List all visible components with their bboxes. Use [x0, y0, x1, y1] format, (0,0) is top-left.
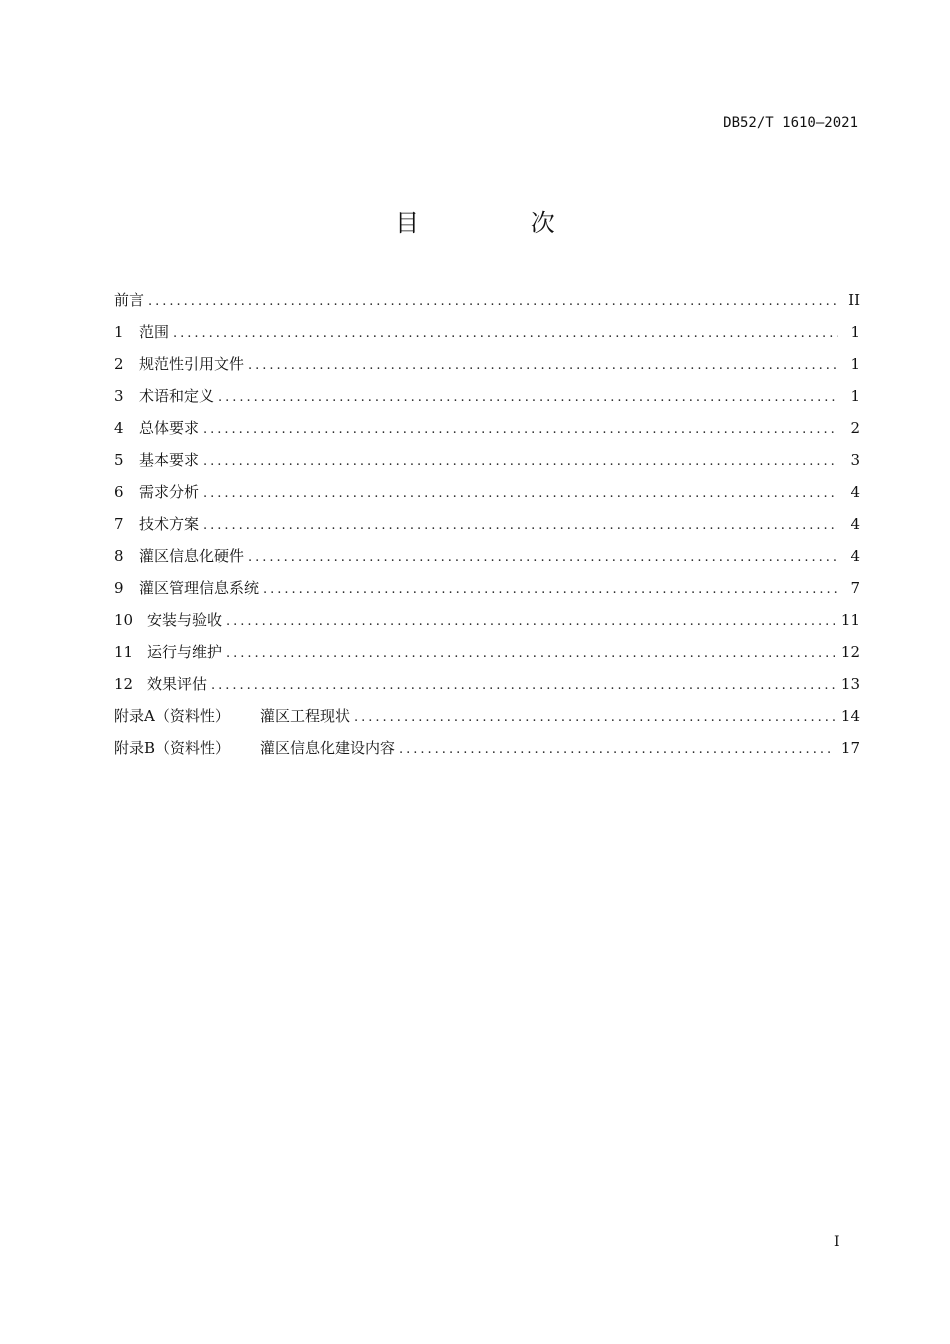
- toc-entry[interactable]: [114, 412, 860, 444]
- toc-entry-page: 12: [840, 643, 860, 661]
- toc-entry-title: 附录A（资料性） 灌区工程现状: [114, 707, 351, 725]
- toc-entry-page: 17: [840, 739, 860, 757]
- toc-entry-page: 4: [850, 515, 860, 533]
- toc-entry-title: 10 安装与验收: [114, 611, 223, 629]
- toc-leader-dots: [211, 670, 835, 700]
- toc-entry[interactable]: [114, 348, 860, 380]
- toc-entry-page: 14: [840, 707, 860, 725]
- toc-entry-appendix[interactable]: [114, 700, 860, 732]
- toc-entry-title: 8 灌区信息化硬件: [114, 547, 245, 565]
- page-number: I: [834, 1234, 840, 1250]
- toc-entry[interactable]: [114, 284, 860, 316]
- toc-entry[interactable]: [114, 476, 860, 508]
- toc-entry-title: 7 技术方案: [114, 515, 200, 533]
- toc-leader-dots: [354, 702, 835, 732]
- toc-entry-title: 11 运行与维护: [114, 643, 223, 661]
- toc-entry[interactable]: [114, 668, 860, 700]
- toc-leader-dots: [263, 574, 838, 604]
- toc-entry[interactable]: [114, 444, 860, 476]
- toc-entry-page: 7: [850, 579, 860, 597]
- toc-leader-dots: [203, 446, 838, 476]
- toc-entry[interactable]: [114, 540, 860, 572]
- toc-leader-dots: [203, 478, 838, 508]
- toc-entry-page: II: [848, 291, 860, 309]
- toc-entry-page: 1: [850, 323, 860, 341]
- toc-leader-dots: [203, 414, 838, 444]
- toc-entry-title: 前言: [114, 291, 145, 309]
- toc-entry-title: 6 需求分析: [114, 483, 200, 501]
- toc-leader-dots: [226, 638, 835, 668]
- toc-entry-title: 附录B（资料性） 灌区信息化建设内容: [114, 739, 396, 757]
- toc-leader-dots: [218, 382, 838, 412]
- toc-entry-title: 5 基本要求: [114, 451, 200, 469]
- toc-entry-page: 4: [850, 547, 860, 565]
- toc-entry[interactable]: [114, 508, 860, 540]
- toc-entry-appendix[interactable]: [114, 732, 860, 764]
- toc-entry[interactable]: [114, 604, 860, 636]
- toc-entry-title: 1 范围: [114, 323, 170, 341]
- toc-title: 目 次: [395, 209, 607, 237]
- toc-entry-page: 2: [850, 419, 860, 437]
- toc-entry-page: 3: [850, 451, 860, 469]
- toc-entry-page: 11: [840, 611, 860, 629]
- toc-entry-title: 2 规范性引用文件: [114, 355, 245, 373]
- toc-entry[interactable]: [114, 636, 860, 668]
- toc-entry-page: 13: [840, 675, 860, 693]
- toc-leader-dots: [226, 606, 835, 636]
- toc-leader-dots: [173, 318, 838, 348]
- toc-leader-dots: [148, 286, 838, 316]
- table-of-contents: [114, 284, 860, 764]
- toc-leader-dots: [248, 350, 838, 380]
- toc-entry-title: 4 总体要求: [114, 419, 200, 437]
- toc-leader-dots: [203, 510, 838, 540]
- toc-entry-title: 3 术语和定义: [114, 387, 215, 405]
- toc-entry[interactable]: [114, 380, 860, 412]
- toc-entry-title: 12 效果评估: [114, 675, 208, 693]
- toc-entry-title: 9 灌区管理信息系统: [114, 579, 260, 597]
- toc-entry[interactable]: [114, 572, 860, 604]
- toc-leader-dots: [399, 734, 835, 764]
- toc-entry-page: 4: [850, 483, 860, 501]
- document-code: DB52/T 1610—2021: [723, 115, 858, 131]
- toc-leader-dots: [248, 542, 838, 572]
- toc-entry-page: 1: [850, 355, 860, 373]
- toc-entry-page: 1: [850, 387, 860, 405]
- toc-entry[interactable]: [114, 316, 860, 348]
